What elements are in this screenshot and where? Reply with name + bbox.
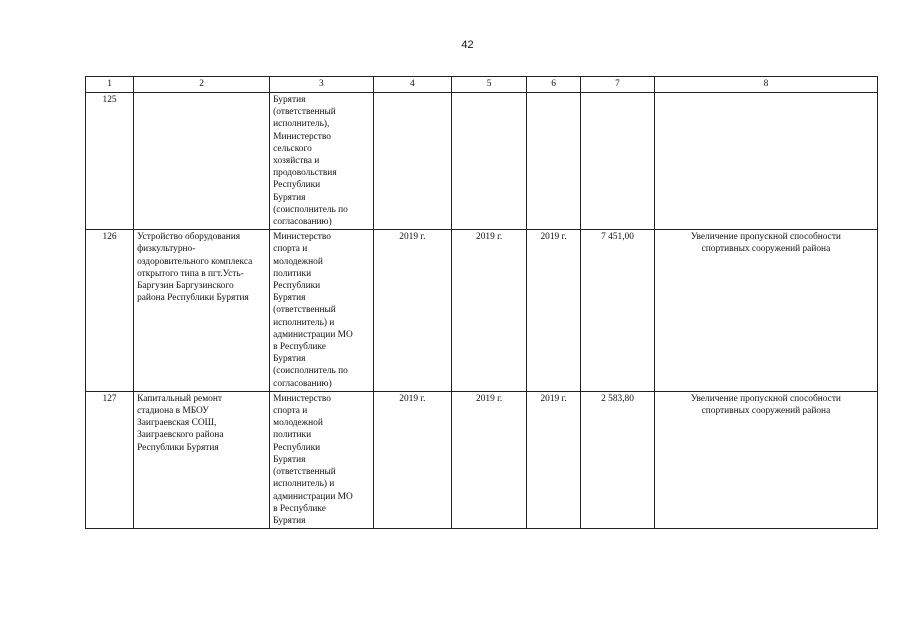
executor-cell-line: Бурятия — [273, 293, 306, 304]
measure-name-line: района Республики Бурятия — [137, 293, 249, 304]
measure-name — [134, 93, 270, 230]
measure-name-line: Капитальный ремонт — [137, 393, 222, 404]
row-number: 126 — [86, 230, 134, 392]
executor-cell-line: Министерство — [273, 393, 331, 404]
executor-cell-line: исполнитель) и — [273, 479, 335, 490]
row-number: 127 — [86, 391, 134, 528]
executor-cell-line: Бурятия — [273, 95, 306, 105]
col-5-cell — [452, 93, 527, 230]
executor-cell-line: (ответственный — [273, 467, 336, 478]
executor-cell — [270, 93, 373, 230]
executor-cell-line: исполнитель) и — [273, 317, 335, 328]
col-6-cell — [526, 93, 580, 230]
col-4-cell: 2019 г. — [373, 230, 452, 392]
col-4-cell — [373, 93, 452, 230]
executor-cell-line: в Республике — [273, 503, 326, 514]
executor-cell-line: Республики — [273, 281, 321, 292]
executor-cell-line: исполнитель), — [273, 119, 330, 130]
executor-cell-line: Министерство — [273, 232, 331, 243]
executor-cell — [270, 391, 373, 528]
table-row — [86, 230, 878, 392]
measure-name — [134, 391, 270, 528]
measure-name-line: физкультурно- — [137, 244, 196, 255]
table-header-row — [86, 77, 878, 93]
result-cell-line: Увеличение пропускной способности — [690, 232, 841, 243]
header-cell: 7 — [581, 77, 655, 93]
executor-cell-line: спорта и — [273, 244, 308, 255]
page-number: 42 — [461, 39, 474, 51]
executor-cell-line: в Республике — [273, 342, 326, 353]
col-6-cell: 2019 г. — [526, 391, 580, 528]
measure-name-line: Баргузин Баргузинского — [137, 281, 234, 292]
table-row — [86, 93, 878, 230]
result-cell-line: Увеличение пропускной способности — [690, 393, 841, 404]
col-4-cell: 2019 г. — [373, 391, 452, 528]
executor-cell-line: Бурятия — [273, 454, 306, 465]
table-row — [86, 391, 878, 528]
header-cell: 3 — [270, 77, 373, 93]
amount-cell: 7 451,00 — [581, 230, 655, 392]
executor-cell-line: спорта и — [273, 406, 308, 417]
measure-name-line: Устройство оборудования — [137, 232, 241, 243]
executor-cell-line: молодежной — [273, 256, 323, 267]
header-cell: 2 — [134, 77, 270, 93]
result-cell-line: спортивных сооружений района — [701, 244, 831, 255]
row-number: 125 — [86, 93, 134, 230]
executor-cell-line: хозяйства и — [273, 156, 320, 167]
executor-cell-line: продовольствия — [273, 168, 337, 179]
executor-cell-line: (соисполнитель по — [273, 366, 348, 377]
measure-name-line: Республики Бурятия — [137, 442, 219, 453]
executor-cell-line: согласованию) — [273, 217, 332, 228]
executor-cell-line: Республики — [273, 442, 321, 453]
executor-cell-line: администрации МО — [273, 329, 353, 340]
header-cell: 8 — [654, 77, 877, 93]
executor-cell-line: Министерство — [273, 131, 331, 142]
result-cell-line: спортивных сооружений района — [701, 406, 831, 417]
measure-name-line: открытого типа в пгт.Усть- — [137, 268, 244, 279]
amount-cell — [581, 93, 655, 230]
executor-cell-line: Бурятия — [273, 192, 306, 203]
executor-cell-line: (ответственный — [273, 305, 336, 316]
executor-cell-line: молодежной — [273, 418, 323, 429]
header-cell: 6 — [526, 77, 580, 93]
result-cell — [654, 391, 877, 528]
program-table — [85, 76, 878, 529]
executor-cell-line: Бурятия — [273, 515, 306, 526]
executor-cell — [270, 230, 373, 392]
header-cell: 1 — [86, 77, 134, 93]
result-cell — [654, 93, 877, 230]
result-cell — [654, 230, 877, 392]
executor-cell-line: политики — [273, 268, 312, 279]
executor-cell-line: политики — [273, 430, 312, 441]
executor-cell-line: (ответственный — [273, 107, 336, 118]
executor-cell-line: (соисполнитель по — [273, 204, 348, 215]
measure-name-line: оздоровительного комплекса — [137, 256, 253, 267]
measure-name-line: Заиграевского района — [137, 430, 224, 441]
measure-name-line: стадиона в МБОУ — [137, 406, 209, 417]
col-6-cell: 2019 г. — [526, 230, 580, 392]
header-cell: 5 — [452, 77, 527, 93]
executor-cell-line: Республики — [273, 180, 321, 191]
col-5-cell: 2019 г. — [452, 391, 527, 528]
measure-name-line: Заиграевская СОШ, — [137, 418, 217, 429]
col-5-cell: 2019 г. — [452, 230, 527, 392]
executor-cell-line: Бурятия — [273, 354, 306, 365]
executor-cell-line: согласованию) — [273, 378, 332, 389]
executor-cell-line: сельского — [273, 143, 312, 154]
executor-cell-line: администрации МО — [273, 491, 353, 502]
amount-cell: 2 583,80 — [581, 391, 655, 528]
header-cell: 4 — [373, 77, 452, 93]
measure-name — [134, 230, 270, 392]
